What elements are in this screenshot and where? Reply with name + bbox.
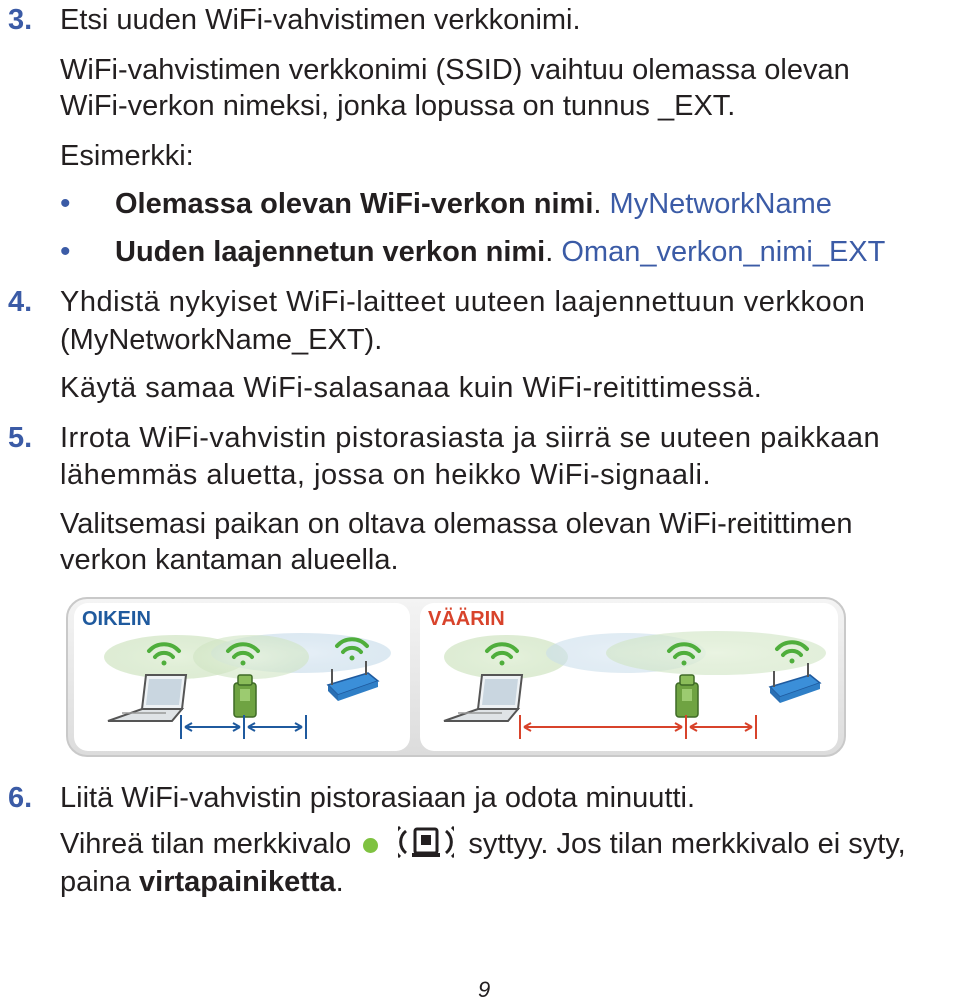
step3-desc-line1: WiFi-vahvistimen verkkonimi (SSID) vaihtuu olemassa olevan bbox=[60, 54, 850, 86]
step4-note: Käytä samaa WiFi-salasanaa kuin WiFi-reitittimessä. bbox=[60, 372, 763, 404]
wrong-label: VÄÄRIN bbox=[428, 608, 505, 630]
step6-line3-post: . bbox=[335, 866, 344, 898]
step5-line2: lähemmäs aluetta, jossa on heikko WiFi-signaali. bbox=[60, 459, 711, 491]
step6-line2-pre: Vihreä tilan merkkivalo bbox=[60, 828, 352, 860]
step5-note-line1: Valitsemasi paikan on oltava olemassa olevan WiFi-reitittimen bbox=[60, 508, 853, 540]
step5-line1: Irrota WiFi-vahvistin pistorasiasta ja siirrä se uuteen paikkaan bbox=[60, 422, 881, 454]
step-number-5: 5. bbox=[8, 422, 33, 454]
page-number: 9 bbox=[478, 977, 491, 1002]
step6-line2-post: syttyy. Jos tilan merkkivalo ei syty, bbox=[468, 828, 906, 860]
step6-title: Liitä WiFi-vahvistin pistorasiaan ja odota minuutti. bbox=[60, 782, 696, 814]
example-2-value: Oman_verkon_nimi_EXT bbox=[561, 236, 886, 268]
coverage-area bbox=[606, 631, 826, 675]
status-led-icon bbox=[363, 838, 378, 853]
extender-status-icon bbox=[398, 825, 454, 859]
step4-line2: (MyNetworkName_EXT). bbox=[60, 324, 383, 356]
step4-line1: Yhdistä nykyiset WiFi-laitteet uuteen laajennettuun verkkoon bbox=[60, 286, 866, 318]
step-number-3: 3. bbox=[8, 4, 33, 36]
step3-title: Etsi uuden WiFi-vahvistimen verkkonimi. bbox=[60, 4, 581, 36]
example-2: Uuden laajennetun verkon nimi. Oman_verkon_nimi_EXT bbox=[115, 236, 886, 268]
example-label: Esimerkki: bbox=[60, 140, 194, 172]
example-2-label: Uuden laajennetun verkon nimi bbox=[115, 236, 546, 268]
step6-line3 bbox=[60, 864, 344, 900]
bullet-1: • bbox=[60, 187, 71, 220]
step6-line3-pre: paina bbox=[60, 866, 140, 898]
example-1-value: MyNetworkName bbox=[609, 188, 832, 220]
placement-diagram bbox=[66, 597, 848, 759]
correct-label: OIKEIN bbox=[82, 608, 151, 630]
power-button-label: virtapainiketta bbox=[139, 866, 336, 898]
step-number-4: 4. bbox=[8, 286, 33, 318]
extender-icon bbox=[234, 675, 256, 717]
step6-line2 bbox=[60, 826, 906, 862]
step5-note-line2: verkon kantaman alueella. bbox=[60, 544, 399, 576]
example-1-label: Olemassa olevan WiFi-verkon nimi bbox=[115, 188, 594, 220]
step3-desc-line2: WiFi-verkon nimeksi, jonka lopussa on tunnus _EXT. bbox=[60, 90, 736, 122]
bullet-2: • bbox=[60, 235, 71, 268]
step-number-6: 6. bbox=[8, 782, 33, 814]
extender-icon bbox=[676, 675, 698, 717]
example-1: Olemassa olevan WiFi-verkon nimi. MyNetworkName bbox=[115, 188, 832, 220]
